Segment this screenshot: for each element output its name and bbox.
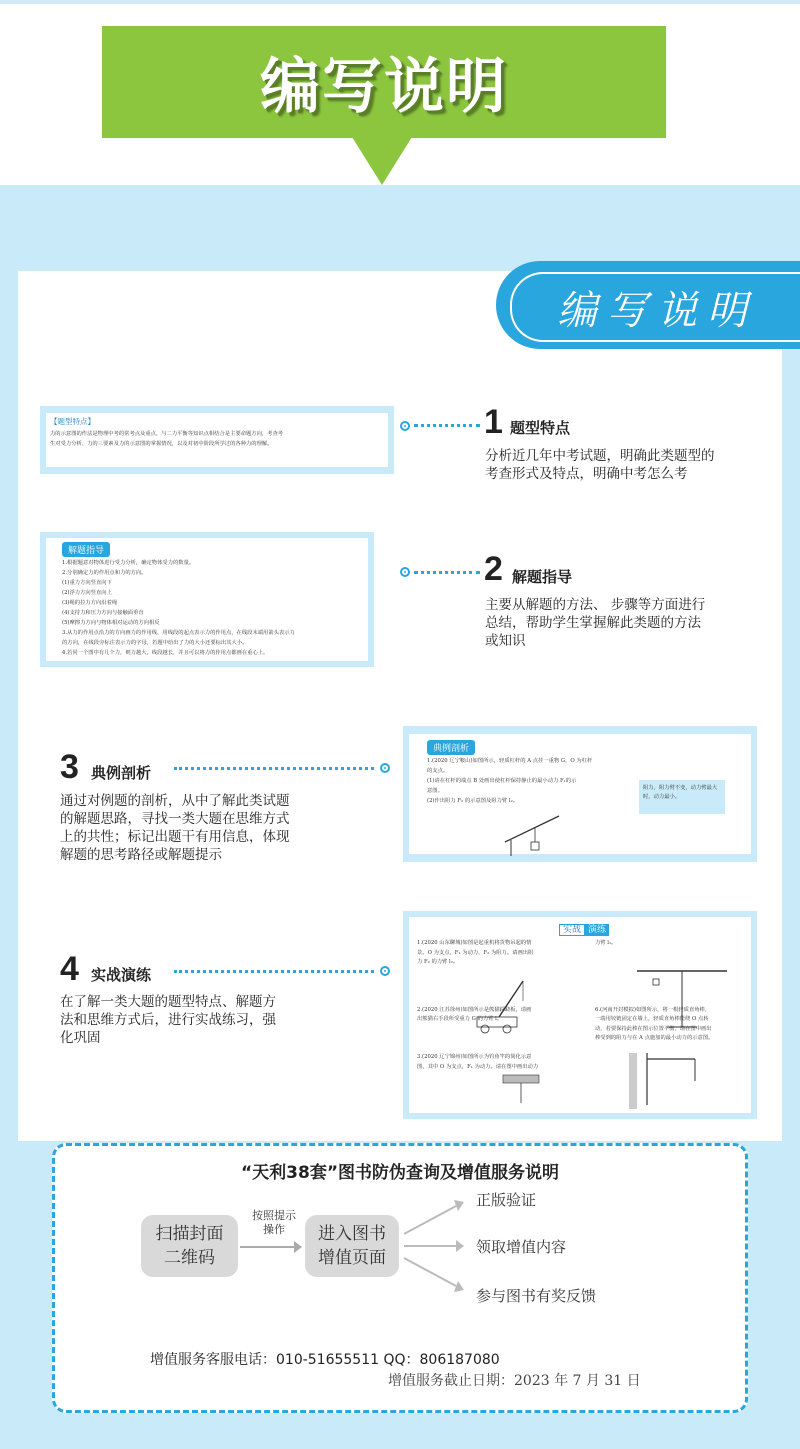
service-item-feedback: 参与图书有奖反馈: [476, 1287, 597, 1305]
section-4-desc: 在了解一类大题的题型特点、解题方 法和思维方式后，进行实战练习，强 化巩固: [60, 994, 276, 1046]
fishing-rod-figure: [493, 1069, 553, 1109]
top-band: [0, 0, 800, 4]
page-title: 编写说明: [260, 52, 508, 122]
section-badge-label: 编写说明: [557, 287, 757, 334]
enter-book-step: 进入图书 增值页面: [305, 1215, 399, 1277]
section-1-desc: 分析近几年中考试题，明确此类题型的 考查形式及特点，明确中考怎么考: [485, 448, 715, 482]
section-1-title: 题型特点: [510, 419, 571, 437]
thumb-solving-guide: [40, 532, 374, 667]
service-deadline: 增值服务截止日期：2023 年 7 月 31 日: [388, 1373, 641, 1389]
connector-line-2: [414, 571, 480, 574]
connector-line-1: [414, 424, 480, 427]
balance-figure: [627, 951, 737, 1031]
branch-arrows-icon: [402, 1196, 466, 1296]
connector-dot-4: [380, 966, 390, 976]
angle-rod-figure: [625, 1051, 705, 1111]
thumb-example-analysis: [403, 726, 757, 862]
connector-line-3: [174, 767, 374, 770]
section-2-number: 2: [484, 550, 503, 588]
thumb-1-tag: 【题型特点】: [50, 417, 95, 426]
section-2-desc: 主要从解题的方法、 步骤等方面进行 总结，帮助学生掌握解此类题的方法 或知识: [485, 597, 706, 649]
thumb-3-text: 1.(2020 辽宁鞍山)如图所示，轻质杠杆的 A 点挂一重物 G，O 为杠杆 的支点。 (1)请在杠杆的端点 B 处画出使杠杆保持静止的最小动力 F₁的示 意图。 (2)作出阻力 F₂ 的示意图及阻力臂 l₂。: [427, 758, 593, 804]
thumb-practice: [403, 911, 757, 1119]
section-4-number: 4: [60, 950, 79, 988]
thumb-4-tag-a: 实战: [559, 924, 585, 936]
section-4-title: 实战演练: [91, 966, 152, 984]
thumb-3-tag: 典例剖析: [427, 740, 475, 755]
service-item-authentic: 正版验证: [476, 1191, 537, 1209]
service-item-content: 领取增值内容: [476, 1238, 567, 1256]
thumb-2-tag: 解题指导: [62, 542, 110, 557]
thumb-2-text: 1.根据题意对物体进行受力分析，确定物体受力的数量。 2.分别确定力的作用点和力的方向。 (1)重力方向竖直向下 (2)浮力方向竖直向上 (3)绳的拉力方向沿着绳 (4)支持力和压力方向与接触面垂直 (5)摩擦力方向与物体相对运动的方向相反 3.从力的作用点沿力的方向画力的作用线，用线段的起点表示力的作用点，在线段末端用箭头表示力 的方向，在线段旁标注表示力的字母，若题中给出了力的大小还要标出其大小。 4.若同一个图中有几个力，则力越大，线段越长，并且可以将力的作用点都画在重心上。: [62, 560, 295, 656]
thumb-4-tag-b: 演练: [585, 924, 609, 936]
title-banner: [102, 26, 666, 138]
arrow-icon: [240, 1241, 302, 1253]
thumb-1-text: 力的示意图的作法是物理中考的常考点及重点，与二力平衡等知识点相结合是主要命题方向，考查考 生对受力分析、力的三要素及力的示意图的掌握情况，以及对初中阶段所学过的各种力的理解。: [50, 431, 284, 447]
connector-line-4: [174, 970, 374, 973]
scan-qr-step: 扫描封面 二维码: [141, 1215, 238, 1277]
thumb-4-right-text: 力臂 l₁。 6.(河南开封模拟)如图所示，将一根轻质直角棒， 一端用铰链固定在墙上，轻质直角棒能绕 O 点转 动，若要保持此棒在图示位置平衡，请在图中画出 棒受到的阻力与在 A 点施加的最小动力的示意图。: [595, 940, 714, 1041]
thumb-question-features: [40, 406, 394, 474]
section-3-number: 3: [60, 748, 79, 786]
service-title: “天利38套”图书防伪查询及增值服务说明: [240, 1163, 559, 1183]
section-2-title: 解题指导: [512, 568, 573, 586]
crane-figure: [473, 977, 543, 1037]
thumb-4-left-text: 1.(2020 山东聊城)如图是起重机将货物吊起的情 景。O 为支点，F₁ 为动力，F₂ 为阻力。请画出阻 力 F₂ 的力臂 l₂。 2.(2020 江苏徐州)如图所示是熊猫踩跷板，请画 出熊猫右手段所受重力 G 的力臂 l。 3.(2020 辽宁锦州)如图所示为钓鱼竿的简化示意 图，其中 O 为支点，F₁ 为动力。请在图中画出动力: [417, 940, 539, 1070]
lever-figure: [501, 808, 571, 858]
connector-dot-1: [400, 421, 410, 431]
section-3-title: 典例剖析: [91, 764, 152, 782]
section-3-desc: 通过对例题的剖析，从中了解此类试题 的解题思路，寻找一类大题在思维方式 上的共性；标记出题干有用信息，体现 解题的思考路径或解题提示: [60, 793, 290, 863]
connector-dot-2: [400, 567, 410, 577]
connector-dot-3: [380, 763, 390, 773]
banner-pointer: [352, 137, 412, 185]
section-1-number: 1: [484, 403, 503, 441]
follow-instructions-label: 按照提示 操作: [252, 1209, 296, 1236]
thumb-3-note: 阻力，阻力臂不变，动力臂最大 时，动力最小。: [639, 780, 725, 814]
section-badge-frame: [510, 272, 800, 342]
service-hotline: 增值服务客服电话：010-51655511 QQ：806187080: [150, 1352, 500, 1368]
thumb-4-tag: [559, 922, 609, 935]
